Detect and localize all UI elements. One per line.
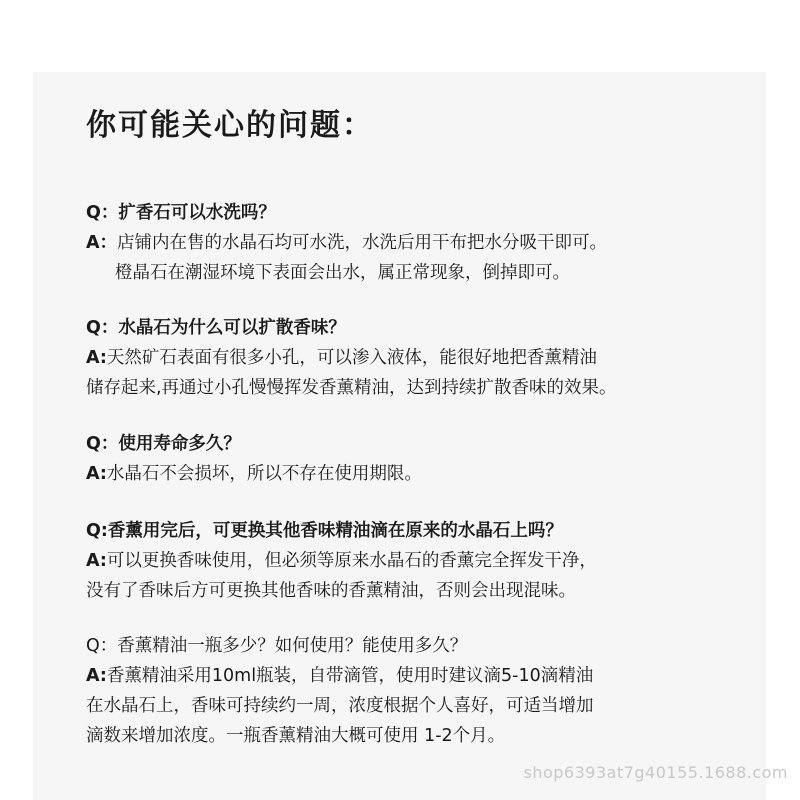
page-title: 你可能关心的问题： <box>86 108 374 143</box>
answer-text: 天然矿石表面有很多小孔，可以渗入液体，能很好地把香薰精油 <box>106 348 597 368</box>
faq-answer-line <box>86 228 746 258</box>
faq-question: Q：使用寿命多久？ <box>86 434 241 454</box>
faq-answer-line: 储存起来,再通过小孔慢慢挥发香薰精油，达到持续扩散香味的效果。 <box>86 378 617 398</box>
faq-item <box>86 313 746 403</box>
answer-prefix: A: <box>86 464 107 484</box>
faq-answer-line: 橙晶石在潮湿环境下表面会出水，属正常现象，倒掉即可。 <box>115 263 570 283</box>
faq-question: Q：水晶石为什么可以扩散香味？ <box>86 318 346 338</box>
answer-text: 水晶石不会损坏，所以不存在使用期限。 <box>106 464 422 484</box>
faq-item <box>86 516 746 606</box>
shop-watermark: shop6393at7g40155.1688.com <box>523 763 788 782</box>
answer-prefix: A: <box>86 551 107 571</box>
faq-item <box>86 198 746 288</box>
faq-item <box>86 429 746 489</box>
faq-answer-line: 没有了香味后方可更换其他香味的香薰精油，否则会出现混味。 <box>86 581 576 601</box>
answer-prefix: A: <box>86 348 107 368</box>
faq-question: Q：香薰精油一瓶多少？如何使用？能使用多久？ <box>86 636 468 656</box>
faq-question: Q:香薰用完后，可更换其他香味精油滴在原来的水晶石上吗？ <box>86 521 563 541</box>
answer-text: 店铺内在售的水晶石均可水洗，水洗后用干布把水分吸干即可。 <box>117 233 608 253</box>
faq-answer-line <box>86 546 746 576</box>
answer-text: 可以更换香味使用，但必须等原来水晶石的香薰完全挥发干净， <box>106 551 597 571</box>
faq-question: Q：扩香石可以水洗吗？ <box>86 203 276 223</box>
answer-text: 香薰精油采用10ml瓶装，自带滴管，使用时建议滴5-10滴精油 <box>106 666 594 686</box>
faq-answer-line: 在水晶石上，香味可持续约一周，浓度根据个人喜好，可适当增加 <box>86 696 594 716</box>
faq-item <box>86 631 746 751</box>
answer-prefix: A： <box>86 233 118 253</box>
faq-answer-line: 滴数来增加浓度。一瓶香薰精油大概可使用 1-2个月。 <box>86 726 506 746</box>
answer-prefix: A: <box>86 666 107 686</box>
faq-answer-line <box>86 459 746 489</box>
faq-answer-line <box>86 343 746 373</box>
faq-answer-line <box>86 661 746 691</box>
